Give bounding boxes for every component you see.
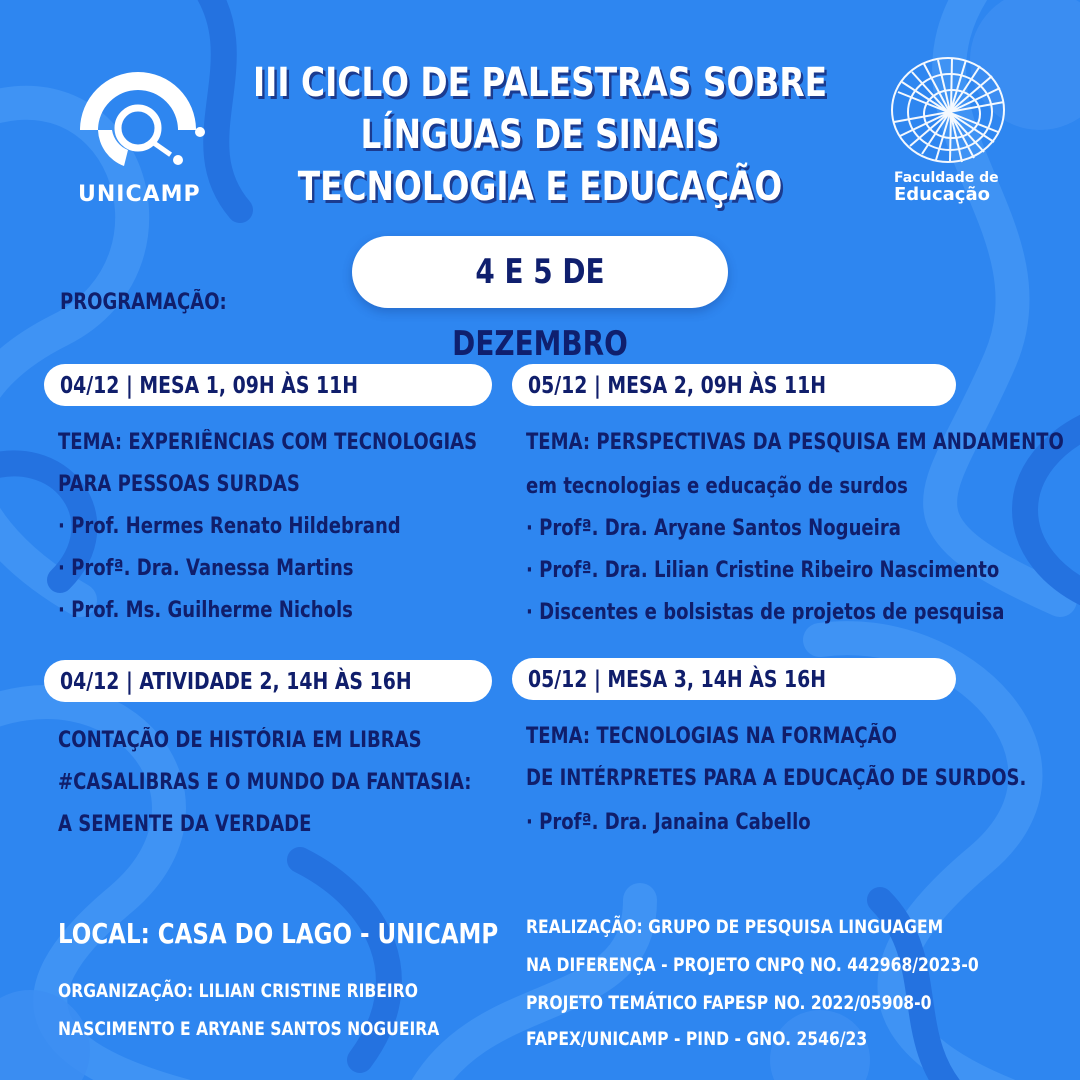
- realizacao-line: NA DIFERENÇA - PROJETO CNPQ NO. 442968/2023-0: [526, 954, 979, 976]
- realizacao-line: REALIZAÇÃO: GRUPO DE PESQUISA LINGUAGEM: [526, 916, 944, 938]
- session-2-line: · Discentes e bolsistas de projetos de pesquisa: [526, 600, 1005, 625]
- session-4-line: · Profª. Dra. Janaina Cabello: [526, 810, 811, 835]
- session-3-line: CONTAÇÃO DE HISTÓRIA EM LIBRAS: [58, 728, 422, 753]
- session-2-header-text: 05/12 | MESA 2, 09H ÀS 11H: [528, 373, 827, 399]
- session-1-header: [44, 364, 492, 406]
- program-label: PROGRAMAÇÃO:: [60, 290, 227, 315]
- title-line-2: LÍNGUAS DE SINAIS: [360, 112, 720, 158]
- session-4-line: TEMA: TECNOLOGIAS NA FORMAÇÃO: [526, 724, 897, 749]
- session-1-line: PARA PESSOAS SURDAS: [58, 472, 300, 497]
- session-3-line: A SEMENTE DA VERDADE: [58, 812, 312, 837]
- realizacao-line: FAPEX/UNICAMP - PIND - GNO. 2546/23: [526, 1028, 868, 1050]
- session-2-header: [512, 364, 956, 406]
- session-1-line: TEMA: EXPERIÊNCIAS COM TECNOLOGIAS: [58, 430, 478, 455]
- session-1-header-text: 04/12 | MESA 1, 09H ÀS 11H: [60, 373, 359, 399]
- date-badge: [352, 236, 728, 364]
- session-2-line: em tecnologias e educação de surdos: [526, 474, 908, 499]
- faculdade-logo-line2: Educação: [894, 184, 990, 205]
- session-3-line: #CASALIBRAS E O MUNDO DA FANTASIA:: [58, 770, 472, 795]
- title-line-1: III CICLO DE PALESTRAS SOBRE: [252, 60, 828, 106]
- title-line-3: TECNOLOGIA E EDUCAÇÃO: [297, 164, 783, 210]
- organizacao-line: NASCIMENTO E ARYANE SANTOS NOGUEIRA: [58, 1018, 440, 1040]
- session-1-line: · Prof. Hermes Renato Hildebrand: [58, 514, 401, 539]
- session-4-header-text: 05/12 | MESA 3, 14H ÀS 16H: [528, 667, 827, 693]
- session-3-header-text: 04/12 | ATIVIDADE 2, 14H ÀS 16H: [60, 669, 412, 695]
- local-text: LOCAL: CASA DO LAGO - UNICAMP: [58, 917, 499, 950]
- session-4-header: [512, 658, 956, 700]
- session-2-line: · Profª. Dra. Lilian Cristine Ribeiro Nascimento: [526, 558, 1000, 583]
- session-4-line: DE INTÉRPRETES PARA A EDUCAÇÃO DE SURDOS.: [526, 766, 1027, 791]
- unicamp-logo-text: UNICAMP: [78, 182, 201, 207]
- session-3-header: [44, 660, 492, 702]
- realizacao-line: PROJETO TEMÁTICO FAPESP NO. 2022/05908-0: [526, 992, 932, 1014]
- session-2-line: TEMA: PERSPECTIVAS DA PESQUISA EM ANDAMENTO: [526, 430, 1064, 455]
- session-2-line: · Profª. Dra. Aryane Santos Nogueira: [526, 516, 901, 541]
- organizacao-line: ORGANIZAÇÃO: LILIAN CRISTINE RIBEIRO: [58, 980, 418, 1002]
- faculdade-logo-line1: Faculdade de: [894, 170, 999, 186]
- session-1-line: · Prof. Ms. Guilherme Nichols: [58, 598, 353, 623]
- date-text: 4 E 5 DE DEZEMBRO: [452, 252, 628, 364]
- session-1-line: · Profª. Dra. Vanessa Martins: [58, 556, 354, 581]
